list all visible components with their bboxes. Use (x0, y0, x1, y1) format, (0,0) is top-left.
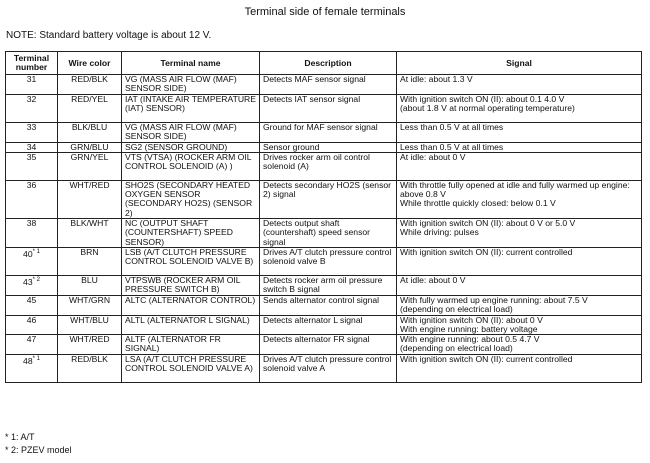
description-cell: Drives A/T clutch pressure control solenoid valve A (260, 354, 397, 382)
table-row (6, 295, 642, 315)
wire-color-cell: GRN/YEL (58, 152, 122, 180)
terminal-number-cell: 40$^{* 1}$ (6, 247, 58, 275)
terminal-number-cell: 45 (6, 295, 58, 315)
terminal-number-cell: 48$^{* 1}$ (6, 354, 58, 382)
wire-color-cell: BLK/BLU (58, 122, 122, 142)
signal-cell: With ignition switch ON (II): current controlled (397, 247, 642, 275)
header-terminal-number: Terminal number (6, 52, 58, 75)
terminal-name-cell: IAT (INTAKE AIR TEMPERATURE (IAT) SENSOR) (122, 94, 260, 122)
description-cell: Drives rocker arm oil control solenoid (A) (260, 152, 397, 180)
terminal-name-cell: NC (OUTPUT SHAFT (COUNTERSHAFT) SPEED SENSOR) (122, 219, 260, 248)
wire-color-cell: RED/BLK (58, 75, 122, 95)
terminal-number-cell: 43$^{* 2}$ (6, 275, 58, 295)
footnote-pzev: * 2: PZEV model (5, 445, 72, 455)
signal-cell: With fully warmed up engine running: about 7.5 V (depending on electrical load) (397, 295, 642, 315)
description-cell: Detects MAF sensor signal (260, 75, 397, 95)
description-cell: Detects secondary HO2S (sensor 2) signal (260, 180, 397, 218)
signal-cell: Less than 0.5 V at all times (397, 122, 642, 142)
terminal-table (5, 51, 642, 383)
terminal-number-cell: 35 (6, 152, 58, 180)
signal-cell: At idle: about 1.3 V (397, 75, 642, 95)
header-signal: Signal (397, 52, 642, 75)
wire-color-cell: WHT/GRN (58, 295, 122, 315)
wire-color-cell: RED/YEL (58, 94, 122, 122)
table-row (6, 75, 642, 95)
signal-cell: Less than 0.5 V at all times (397, 142, 642, 152)
signal-cell: At idle: about 0 V (397, 275, 642, 295)
wire-color-cell: WHT/BLU (58, 315, 122, 335)
table-row (6, 94, 642, 122)
terminal-name-cell: VTS (VTSA) (ROCKER ARM OIL CONTROL SOLENOID (A) ) (122, 152, 260, 180)
signal-cell: With ignition switch ON (II): current controlled (397, 354, 642, 382)
description-cell: Drives A/T clutch pressure control solenoid valve B (260, 247, 397, 275)
terminal-number-cell: 32 (6, 94, 58, 122)
description-cell: Detects IAT sensor signal (260, 94, 397, 122)
signal-cell: With ignition switch ON (II): about 0.1 4.0 V (about 1.8 V at normal operating temperature) (397, 94, 642, 122)
terminal-name-cell: SHO2S (SECONDARY HEATED OXYGEN SENSOR (SECONDARY HO2S) (SENSOR 2) (122, 180, 260, 218)
terminal-number-cell: 33 (6, 122, 58, 142)
terminal-name-cell: ALTC (ALTERNATOR CONTROL) (122, 295, 260, 315)
voltage-note: NOTE: Standard battery voltage is about 12 V. (6, 30, 212, 41)
wire-color-cell: BLU (58, 275, 122, 295)
footnote-marker: * 1 (32, 355, 40, 362)
table-row (6, 354, 642, 382)
description-cell: Detects alternator L signal (260, 315, 397, 335)
footnote-at: * 1: A/T (5, 432, 35, 442)
table-row (6, 335, 642, 355)
wire-color-cell: RED/BLK (58, 354, 122, 382)
table-row (6, 152, 642, 180)
signal-cell: With throttle fully opened at idle and fully warmed up engine: above 0.8 V While throttle quickly closed: below 0.1 V (397, 180, 642, 218)
table-row (6, 315, 642, 335)
description-cell: Sensor ground (260, 142, 397, 152)
terminal-number-cell: 31 (6, 75, 58, 95)
table-row (6, 275, 642, 295)
terminal-name-cell: LSA (A/T CLUTCH PRESSURE CONTROL SOLENOID VALVE A) (122, 354, 260, 382)
signal-cell: With ignition switch ON (II): about 0 V or 5.0 V While driving: pulses (397, 219, 642, 248)
terminal-name-cell: VG (MASS AIR FLOW (MAF) SENSOR SIDE) (122, 75, 260, 95)
terminal-name-cell: ALTL (ALTERNATOR L SIGNAL) (122, 315, 260, 335)
table-header-row (6, 52, 642, 75)
terminal-name-cell: VTPSWB (ROCKER ARM OIL PRESSURE SWITCH B) (122, 275, 260, 295)
footnote-marker: * 1 (32, 248, 40, 255)
terminal-name-cell: LSB (A/T CLUTCH PRESSURE CONTROL SOLENOID VALVE B) (122, 247, 260, 275)
description-cell: Sends alternator control signal (260, 295, 397, 315)
description-cell: Detects output shaft (countershaft) speed sensor signal (260, 219, 397, 248)
header-terminal-name: Terminal name (122, 52, 260, 75)
table-body (6, 75, 642, 383)
terminal-number-cell: 38 (6, 219, 58, 248)
signal-cell: With engine running: about 0.5 4.7 V (depending on electrical load) (397, 335, 642, 355)
signal-cell: With ignition switch ON (II): about 0 V With engine running: battery voltage (397, 315, 642, 335)
page-title: Terminal side of female terminals (244, 6, 406, 18)
wire-color-cell: BRN (58, 247, 122, 275)
description-cell: Detects rocker arm oil pressure switch B signal (260, 275, 397, 295)
header-description: Description (260, 52, 397, 75)
description-cell: Detects alternator FR signal (260, 335, 397, 355)
wire-color-cell: BLK/WHT (58, 219, 122, 248)
terminal-number-cell: 34 (6, 142, 58, 152)
header-wire-color: Wire color (58, 52, 122, 75)
table-row (6, 247, 642, 275)
wire-color-cell: WHT/RED (58, 335, 122, 355)
description-cell: Ground for MAF sensor signal (260, 122, 397, 142)
signal-cell: At idle: about 0 V (397, 152, 642, 180)
footnote-marker: * 2 (32, 276, 40, 283)
terminal-name-cell: ALTF (ALTERNATOR FR SIGNAL) (122, 335, 260, 355)
table-row (6, 142, 642, 152)
table-row (6, 180, 642, 218)
wire-color-cell: GRN/BLU (58, 142, 122, 152)
terminal-number-cell: 47 (6, 335, 58, 355)
terminal-name-cell: VG (MASS AIR FLOW (MAF) SENSOR SIDE) (122, 122, 260, 142)
terminal-number-cell: 36 (6, 180, 58, 218)
wire-color-cell: WHT/RED (58, 180, 122, 218)
table-row (6, 219, 642, 248)
terminal-name-cell: SG2 (SENSOR GROUND) (122, 142, 260, 152)
terminal-number-cell: 46 (6, 315, 58, 335)
table-row (6, 122, 642, 142)
